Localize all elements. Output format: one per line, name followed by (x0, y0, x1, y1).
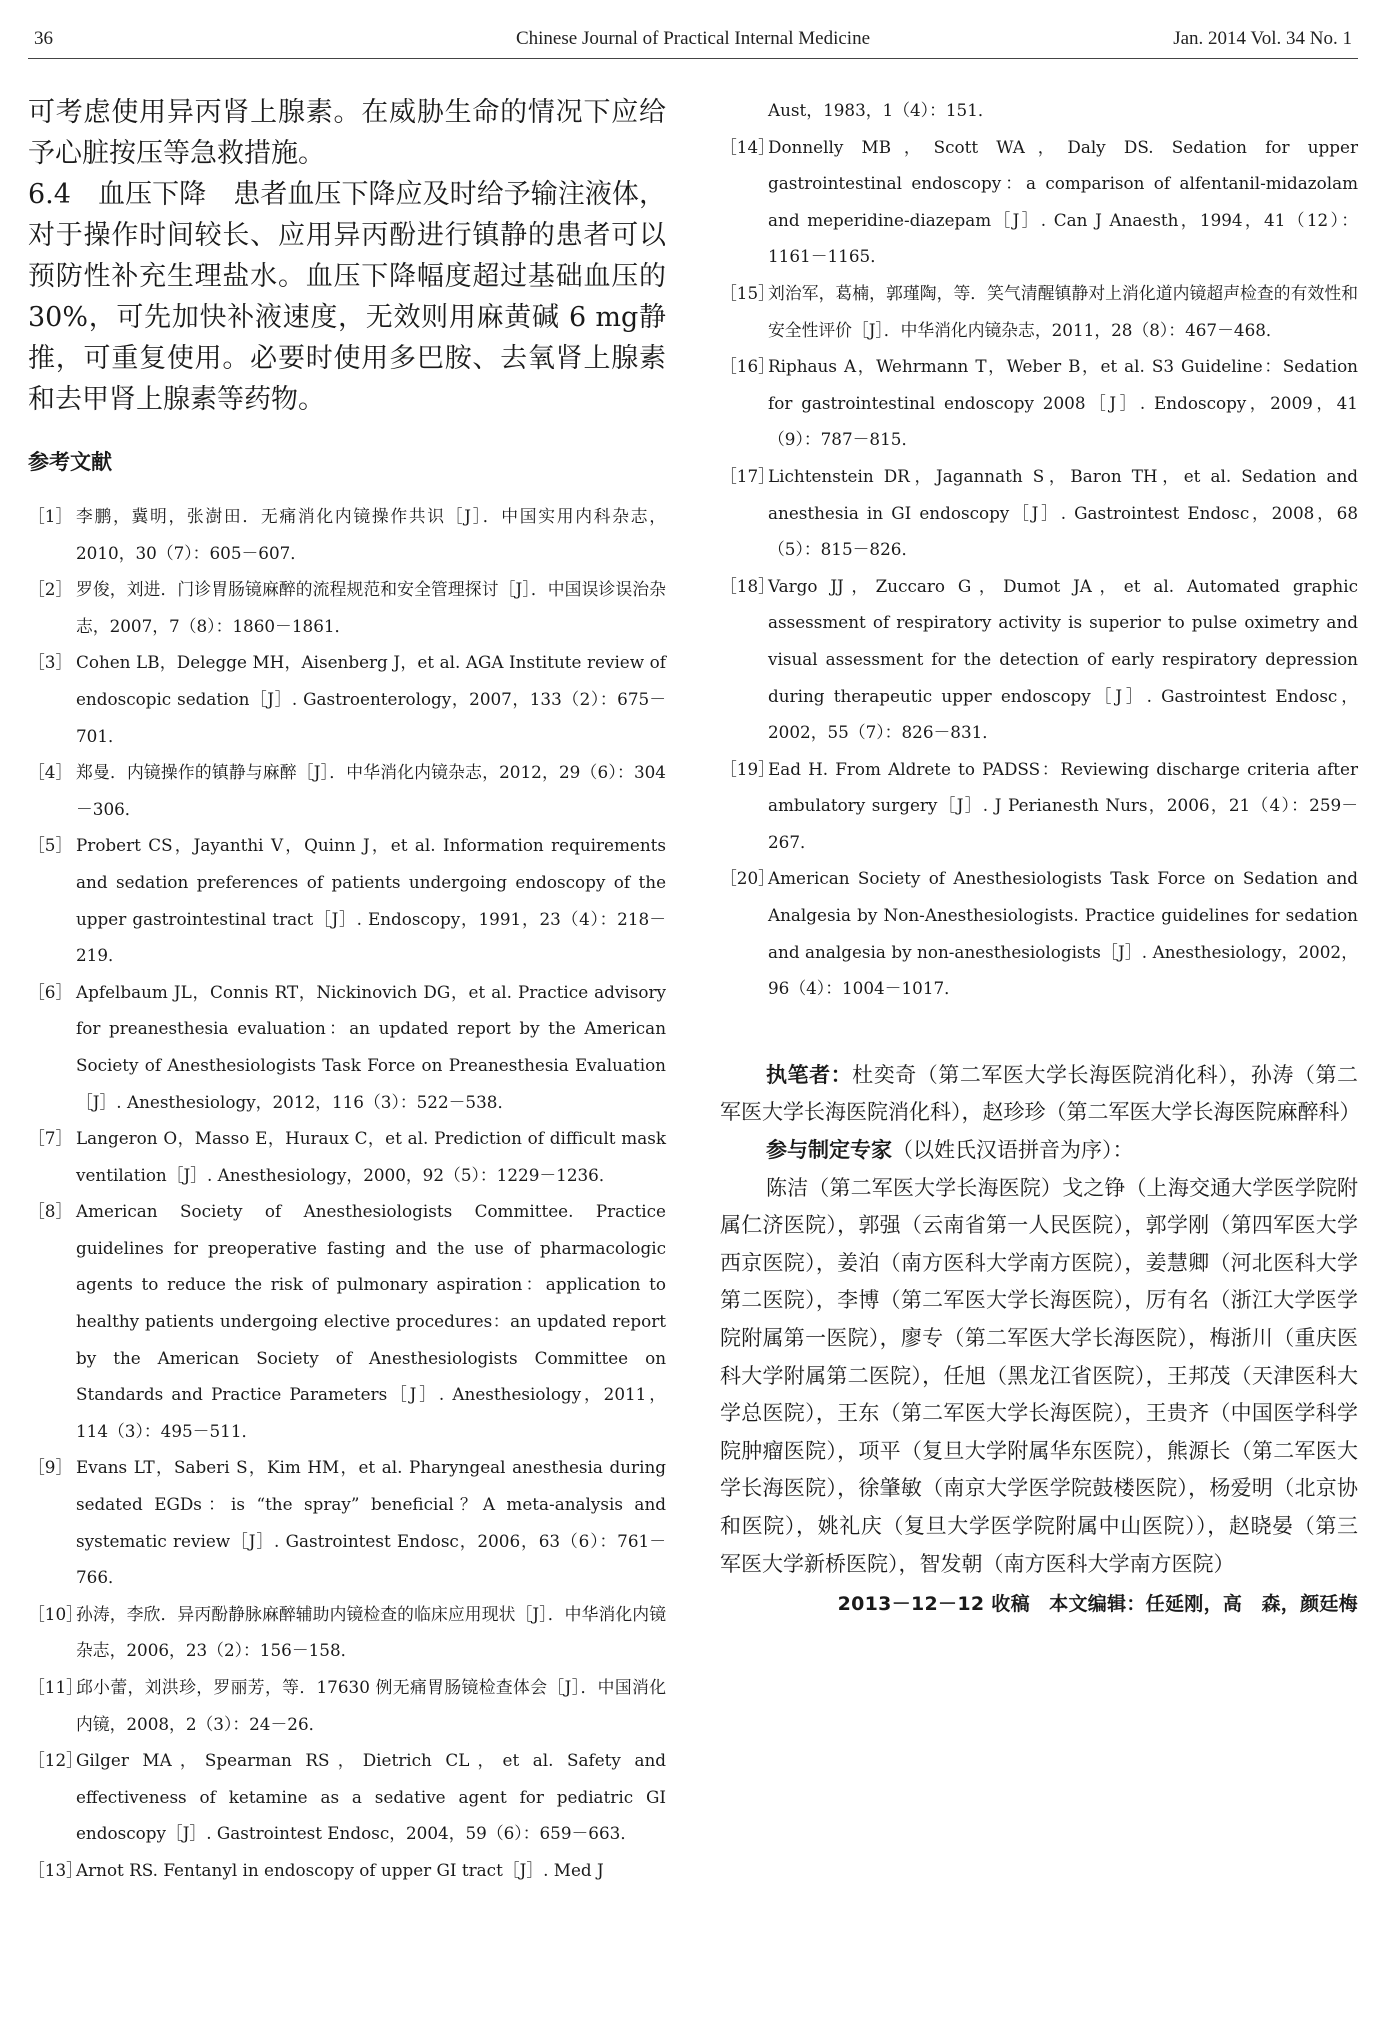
reference-text: Vargo JJ，Zuccaro G，Dumot JA，et al. Automated graphic assessment of respiratory activity is superior to pulse oximetry and visual assessment for the detection of early respiratory depression during therapeutic upper endoscopy［J］. Gastrointest Endosc，2002，55（7）：826－831． (768, 575, 1358, 743)
reference-text: 李鹏，冀明，张澍田．无痛消化内镜操作共识［J］．中国实用内科杂志，2010，30（7）：605－607． (76, 506, 666, 563)
reference-item (720, 860, 1358, 1006)
reference-item (28, 571, 666, 644)
reference-number: ［19］ (720, 758, 775, 779)
reference-number: ［15］ (720, 282, 775, 303)
reference-number: ［9］ (28, 1457, 73, 1478)
reference-number: ［2］ (28, 579, 73, 600)
reference-item (28, 754, 666, 827)
reference-number: ［16］ (720, 356, 775, 377)
reference-text: Aust，1983，1（4）：151． (768, 100, 995, 120)
reference-number: ［11］ (28, 1677, 83, 1697)
writers-list: 杜奕奇（第二军医大学长海医院消化科），孙涛（第二军医大学长海医院消化科），赵珍珍（第二军医大学长海医院麻醉科） (720, 1062, 1361, 1125)
reference-number: ［1］ (28, 506, 73, 526)
reference-number: ［20］ (720, 868, 775, 889)
reference-item (28, 827, 666, 973)
right-column (720, 92, 1361, 1616)
reference-number: ［14］ (720, 136, 775, 157)
reference-item (720, 129, 1358, 275)
reference-text: 刘治军，葛楠，郭瑾陶，等．笑气清醒镇静对上消化道内镜超声检查的有效性和安全性评价［J］．中华消化内镜杂志，2011，28（8）：467－468． (768, 282, 1358, 340)
reference-item (720, 568, 1358, 751)
reference-item (720, 458, 1358, 568)
reference-item (28, 1852, 666, 1889)
reference-text: Gilger MA，Spearman RS，Dietrich CL，et al. Safety and effectiveness of ketamine as a sedative agent for pediatric GI endoscopy［J］. Gastrointest Endosc，2004，59（6）：659－663． (76, 1750, 666, 1844)
reference-text: Cohen LB，Delegge MH，Aisenberg J，et al. AGA Institute review of endoscopic sedation［J］. Gastroenterology，2007，133（2）：675－701． (76, 652, 666, 746)
reference-text: Lichtenstein DR，Jagannath S，Baron TH，et al. Sedation and anesthesia in GI endoscopy［J］. Gastrointest Endosc，2008，68（5）：815－826． (768, 465, 1358, 560)
left-column (28, 92, 666, 1889)
reference-item (28, 1742, 666, 1852)
reference-list-left (28, 498, 666, 1889)
references-heading: 参考文献 (28, 450, 112, 474)
reference-item (28, 644, 666, 754)
journal-title: Chinese Journal of Practical Internal Medicine (515, 28, 870, 49)
reference-number: ［7］ (28, 1128, 73, 1149)
reference-item (720, 751, 1358, 861)
body-paragraph-6-4: 6.4 血压下降 患者血压下降应及时给予输注液体，对于操作时间较长、应用异丙酚进行镇静的患者可以预防性补充生理盐水。血压下降幅度超过基础血压的 30%，可先加快补液速度，无效则用麻黄碱 6 mg静推，可重复使用。必要时使用多巴胺、去氧肾上腺素和去甲肾上腺素等药物。 (28, 179, 666, 415)
issue-info: Jan. 2014 Vol. 34 No. 1 (1173, 28, 1352, 49)
reference-item (28, 1449, 666, 1595)
reference-item (720, 275, 1358, 348)
reference-number: ［17］ (720, 465, 775, 486)
reference-text: American Society of Anesthesiologists Committee. Practice guidelines for preoperative fasting and the use of pharmacologic agents to reduce the risk of pulmonary aspiration：application to healthy patients undergoing elective procedures：an updated report by the American Society of Anesthesiologists Committee on Standards and Practice Parameters［J］. Anesthesiology，2011，114（3）：495－511． (76, 1201, 666, 1441)
reference-item (28, 1596, 666, 1669)
reference-number: ［10］ (28, 1603, 83, 1624)
reference-number: ［6］ (28, 981, 73, 1002)
reference-text: Donnelly MB，Scott WA，Daly DS. Sedation for upper gastrointestinal endoscopy：a comparison of alfentanil-midazolam and meperidine-diazepam［J］. Can J Anaesth，1994，41（12）：1161－1165． (768, 136, 1358, 267)
reference-item (28, 1669, 666, 1742)
reference-number: ［3］ (28, 652, 73, 673)
reference-text: Arnot RS. Fentanyl in endoscopy of upper GI tract［J］. Med J (76, 1859, 604, 1880)
reference-text: Ead H. From Aldrete to PADSS：Reviewing discharge criteria after ambulatory surgery［J］. J Perianesth Nurs，2006，21（4）：259－267． (768, 758, 1358, 852)
experts-note: （以姓氏汉语拼音为序）： (892, 1138, 1134, 1163)
reference-item (720, 348, 1358, 458)
page-header (28, 24, 1358, 59)
reference-text: Riphaus A，Wehrmann T，Weber B，et al. S3 Guideline：Sedation for gastrointestinal endoscopy 2008［J］. Endoscopy，2009，41（9）：787－815． (768, 356, 1358, 450)
reference-item (28, 974, 666, 1120)
reference-number: ［4］ (28, 762, 73, 783)
reference-number: ［5］ (28, 835, 73, 856)
received-editor-line: 2013－12－12 收稿 本文编辑：任延刚，高 森，颜廷梅 (837, 1593, 1358, 1616)
reference-number: ［18］ (720, 575, 775, 596)
reference-number: ［12］ (28, 1750, 83, 1771)
reference-list-right (720, 92, 1358, 1007)
reference-item (28, 1193, 666, 1449)
body-text (28, 92, 666, 420)
reference-text: Evans LT，Saberi S，Kim HM，et al. Pharyngeal anesthesia during sedated EGDs：is “the spray” beneficial？A meta-analysis and systematic review［J］. Gastrointest Endosc，2006，63（6）：761－766． (76, 1457, 666, 1588)
reference-text: 孙涛，李欣．异丙酚静脉麻醉辅助内镜检查的临床应用现状［J］．中华消化内镜杂志，2006，23（2）：156－158． (76, 1603, 666, 1661)
page-number: 36 (34, 28, 53, 49)
experts-label: 参与制定专家 (766, 1138, 892, 1163)
reference-item (28, 1120, 666, 1193)
reference-text: Langeron O，Masso E，Huraux C，et al. Prediction of difficult mask ventilation［J］. Anesthesiology，2000，92（5）：1229－1236． (76, 1128, 666, 1185)
reference-number: ［8］ (28, 1201, 73, 1222)
reference-item (28, 498, 666, 571)
experts-list: 陈洁（第二军医大学长海医院）戈之铮（上海交通大学医学院附属仁济医院），郭强（云南省第一人民医院），郭学刚（第四军医大学西京医院），姜泊（南方医科大学南方医院），姜慧卿（河北医科大学第二医院），李博（第二军医大学长海医院），厉有名（浙江大学医学院附属第一医院），廖专（第二军医大学长海医院），梅浙川（重庆医科大学附属第二医院），任旭（黑龙江省医院），王邦茂（天津医科大学总医院），王东（第二军医大学长海医院），王贵齐（中国医学科学院肿瘤医院），项平（复旦大学附属华东医院），熊源长（第二军医大学长海医院），徐肇敏（南京大学医学院鼓楼医院），杨爱明（北京协和医院），姚礼庆（复旦大学医学院附属中山医院）），赵晓晏（第三军医大学新桥医院），智发朝（南方医科大学南方医院） (720, 1175, 1358, 1576)
authors-section (720, 1057, 1361, 1583)
reference-text: 邱小蕾，刘洪珍，罗丽芳，等．17630 例无痛胃肠镜检查体会［J］．中国消化内镜，2008，2（3）：24－26． (76, 1677, 666, 1734)
reference-text: American Society of Anesthesiologists Task Force on Sedation and Analgesia by Non-Anesthesiologists. Practice guidelines for sedation and analgesia by non-anesthesiologists［J］. Anesthesiology，2002，96（4）：1004－1017． (768, 868, 1358, 999)
reference-text: Probert CS，Jayanthi V，Quinn J，et al. Information requirements and sedation preferences of patients undergoing endoscopy of the upper gastrointestinal tract［J］. Endoscopy，1991，23（4）：218－219． (76, 835, 666, 966)
writers-label: 执笔者： (766, 1062, 853, 1087)
reference-text: 郑曼．内镜操作的镇静与麻醉［J］．中华消化内镜杂志，2012，29（6）：304－306． (76, 762, 666, 819)
reference-text: Apfelbaum JL，Connis RT，Nickinovich DG，et al. Practice advisory for preanesthesia evaluation：an updated report by the American Society of Anesthesiologists Task Force on Preanesthesia Evaluation［J］. Anesthesiology，2012，116（3）：522－538． (76, 981, 666, 1112)
reference-number: ［13］ (28, 1859, 83, 1880)
reference-text: 罗俊，刘进．门诊胃肠镜麻醉的流程规范和安全管理探讨［J］．中国误诊误治杂志，2007，7（8）：1860－1861． (76, 579, 666, 636)
body-paragraph: 可考虑使用异丙肾上腺素。在威胁生命的情况下应给予心脏按压等急救措施。 (28, 97, 666, 169)
reference-item (720, 92, 1358, 129)
